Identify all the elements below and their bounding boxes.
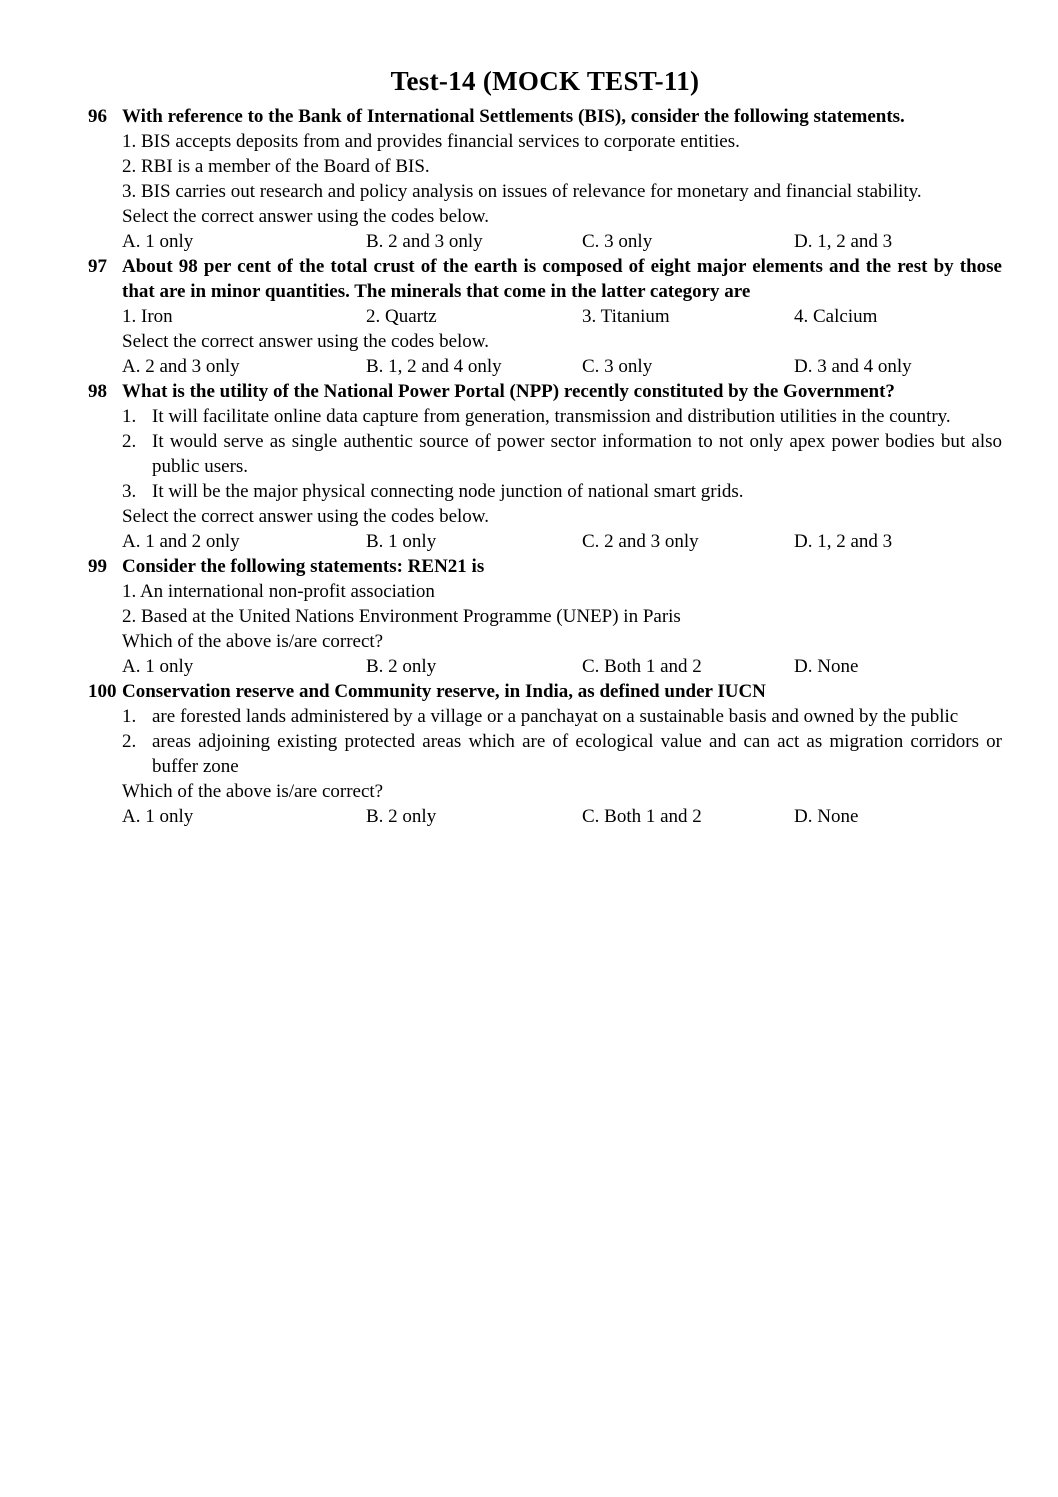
- statement-text: RBI is a member of the Board of BIS.: [141, 156, 430, 177]
- statement: [122, 154, 1002, 179]
- statement-text: It will be the major physical connecting node junction of national smart grids.: [152, 481, 744, 502]
- question-number: 98: [88, 381, 107, 402]
- statement-label: 2.: [122, 431, 137, 452]
- statement-text: areas adjoining existing protected areas which are of ecological value and can act as migration corridors or buffer zone: [152, 731, 1002, 777]
- statement: [122, 729, 1002, 779]
- statement-text: BIS accepts deposits from and provides financial services to corporate entities.: [141, 131, 740, 152]
- question-text: Consider the following statements: REN21 is: [122, 556, 485, 577]
- option-d: D. None: [794, 656, 859, 677]
- question-header: [88, 254, 1002, 304]
- question-text: What is the utility of the National Power Portal (NPP) recently constituted by the Government?: [122, 381, 895, 402]
- question-99: [88, 554, 1002, 679]
- question-text: Conservation reserve and Community reserve, in India, as defined under IUCN: [122, 681, 766, 702]
- statement: [122, 704, 1002, 729]
- question-number: 97: [88, 256, 107, 277]
- option-b: B. 2 only: [366, 806, 437, 827]
- option-b: B. 2 and 3 only: [366, 231, 483, 252]
- answer-prompt: Select the correct answer using the codes below.: [122, 331, 490, 352]
- statement-text: BIS carries out research and policy analysis on issues of relevance for monetary and financial stability.: [141, 181, 922, 202]
- options-row: [122, 804, 1002, 829]
- option-c: C. 2 and 3 only: [582, 531, 699, 552]
- statement-text: An international non-profit association: [139, 581, 435, 602]
- question-header: [88, 379, 1002, 404]
- statement-label: 2.: [122, 731, 137, 752]
- page-title: Test-14 (MOCK TEST-11): [390, 66, 700, 96]
- options-row: [122, 529, 1002, 554]
- question-header: [88, 554, 1002, 579]
- option-d: D. 1, 2 and 3: [794, 231, 893, 252]
- answer-prompt: Select the correct answer using the codes below.: [122, 206, 490, 227]
- option-c: C. 3 only: [582, 231, 653, 252]
- answer-prompt: Select the correct answer using the codes below.: [122, 506, 490, 527]
- option-c: C. Both 1 and 2: [582, 656, 702, 677]
- answer-prompt: Which of the above is/are correct?: [122, 781, 384, 802]
- options-row: [122, 229, 1002, 254]
- question-number: 100: [88, 681, 117, 702]
- items-row: [122, 304, 1002, 329]
- statement: [122, 604, 1002, 629]
- statement: [122, 479, 1002, 504]
- option-d: D. None: [794, 806, 859, 827]
- statement-label: 3.: [122, 181, 137, 202]
- statement-label: 1.: [122, 131, 137, 152]
- question-97: [88, 254, 1002, 379]
- option-c: C. Both 1 and 2: [582, 806, 702, 827]
- statement: [122, 429, 1002, 479]
- question-96: [88, 104, 1002, 254]
- answer-prompt: Which of the above is/are correct?: [122, 631, 384, 652]
- item-2: 2. Quartz: [366, 306, 437, 327]
- option-b: B. 1 only: [366, 531, 437, 552]
- option-a: A. 1 and 2 only: [122, 531, 240, 552]
- option-d: D. 3 and 4 only: [794, 356, 912, 377]
- statement-text: It will facilitate online data capture from generation, transmission and distribution utilities in the country.: [152, 406, 951, 427]
- item-1: 1. Iron: [122, 306, 173, 327]
- option-a: A. 1 only: [122, 806, 194, 827]
- statement-label: 1.: [122, 581, 137, 602]
- statement: [122, 579, 1002, 604]
- option-d: D. 1, 2 and 3: [794, 531, 893, 552]
- option-a: A. 1 only: [122, 656, 194, 677]
- statement-label: 1.: [122, 406, 137, 427]
- statement: [122, 404, 1002, 429]
- option-a: A. 2 and 3 only: [122, 356, 240, 377]
- options-row: [122, 654, 1002, 679]
- question-header: [88, 104, 1002, 129]
- question-100: [88, 679, 1002, 829]
- question-header: [88, 679, 1002, 704]
- item-3: 3. Titanium: [582, 306, 670, 327]
- statement-text: Based at the United Nations Environment Programme (UNEP) in Paris: [141, 606, 681, 627]
- statement-label: 2.: [122, 606, 137, 627]
- option-b: B. 1, 2 and 4 only: [366, 356, 502, 377]
- statement-text: It would serve as single authentic source of power sector information to not only apex power bodies but also public users.: [152, 431, 1002, 477]
- option-b: B. 2 only: [366, 656, 437, 677]
- question-text: With reference to the Bank of International Settlements (BIS), consider the following statements.: [122, 106, 905, 127]
- question-text: About 98 per cent of the total crust of the earth is composed of eight major elements and the rest by those that are in minor quantities. The minerals that come in the latter category are: [122, 256, 1002, 302]
- statement: [122, 179, 1002, 204]
- question-number: 99: [88, 556, 107, 577]
- item-4: 4. Calcium: [794, 306, 878, 327]
- option-c: C. 3 only: [582, 356, 653, 377]
- option-a: A. 1 only: [122, 231, 194, 252]
- statement: [122, 129, 1002, 154]
- options-row: [122, 354, 1002, 379]
- statement-text: are forested lands administered by a village or a panchayat on a sustainable basis and owned by the public: [152, 706, 959, 727]
- statement-label: 3.: [122, 481, 137, 502]
- question-98: [88, 379, 1002, 554]
- statement-label: 1.: [122, 706, 137, 727]
- statement-label: 2.: [122, 156, 137, 177]
- question-number: 96: [88, 106, 107, 127]
